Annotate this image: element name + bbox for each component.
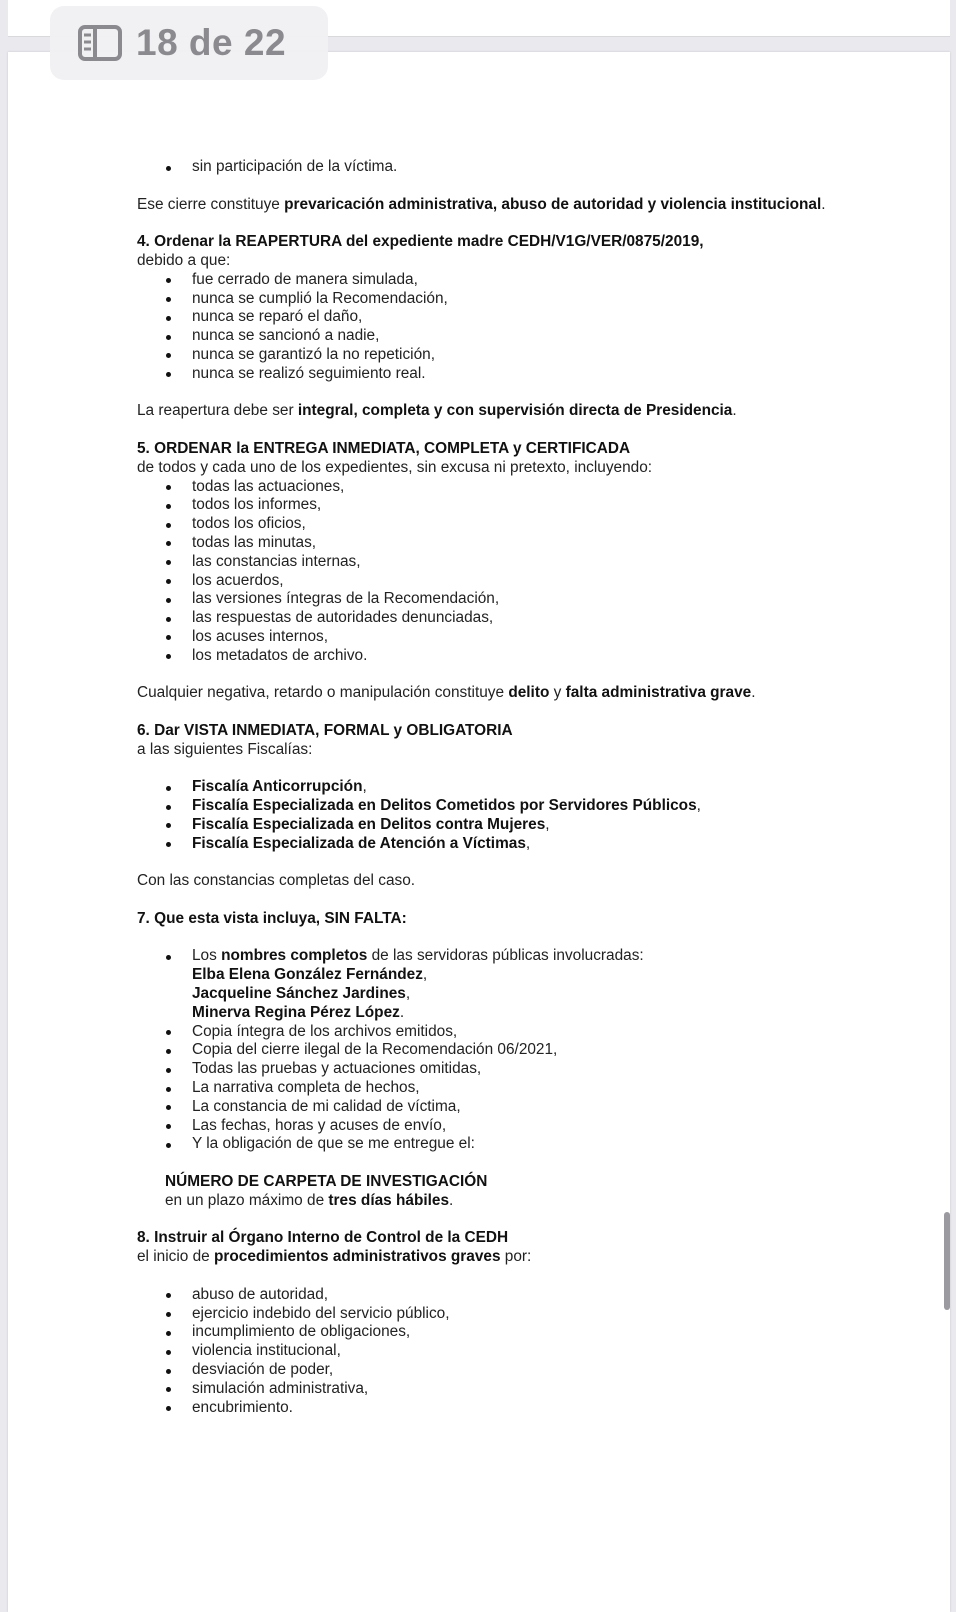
list-item: sin participación de la víctima. — [137, 158, 927, 177]
paragraph-cierre — [137, 196, 927, 215]
list-item: Las fechas, horas y acuses de envío, — [137, 1117, 927, 1136]
list-item: violencia institucional, — [137, 1342, 927, 1361]
section-6-list — [137, 778, 927, 853]
section-5-close — [137, 684, 927, 703]
text: . — [751, 684, 756, 702]
list-item: nunca se reparó el daño, — [137, 308, 927, 327]
text: en un plazo máximo de — [165, 1191, 329, 1209]
list-item: nunca se realizó seguimiento real. — [137, 365, 927, 384]
list-item: abuso de autoridad, — [137, 1286, 927, 1305]
section-6-close: Con las constancias completas del caso. — [137, 872, 416, 890]
section-4-sub: debido a que: — [137, 251, 231, 269]
name-line: Jacqueline Sánchez Jardines, — [192, 985, 411, 1003]
list-item: Fiscalía Especializada de Atención a Víctimas, — [137, 835, 927, 854]
heading: 6. Dar VISTA INMEDIATA, FORMAL y OBLIGATORIA — [137, 721, 513, 739]
prev-list — [137, 158, 927, 177]
name-line: Minerva Regina Pérez López. — [192, 1003, 405, 1021]
list-item: Y la obligación de que se me entregue el: — [137, 1135, 927, 1154]
name-line: Elba Elena González Fernández, — [192, 966, 428, 984]
heading: 5. ORDENAR la ENTREGA INMEDIATA, COMPLETA y CERTIFICADA — [137, 439, 631, 457]
section-8-title — [137, 1229, 927, 1248]
text: . — [821, 195, 826, 213]
text: Cualquier negativa, retardo o manipulación constituye — [137, 684, 509, 702]
list-item: los acuerdos, — [137, 572, 927, 591]
section-5-sub: de todos y cada uno de los expedientes, sin excusa ni pretexto, incluyendo: — [137, 458, 653, 476]
list-item: La constancia de mi calidad de víctima, — [137, 1098, 927, 1117]
text: y — [549, 684, 566, 702]
list-item: Fiscalía Especializada en Delitos contra Mujeres, — [137, 816, 927, 835]
page-counter: 18 de 22 — [136, 22, 287, 63]
list-item: los metadatos de archivo. — [137, 647, 927, 666]
section-4-title — [137, 233, 927, 252]
text: La reapertura debe ser — [137, 402, 298, 420]
text: por: — [500, 1248, 532, 1266]
list-item: Copia íntegra de los archivos emitidos, — [137, 1023, 927, 1042]
list-item: todos los informes, — [137, 496, 927, 515]
list-item: todas las actuaciones, — [137, 478, 927, 497]
section-7-title — [137, 910, 927, 929]
list-item: desviación de poder, — [137, 1361, 927, 1380]
text: . — [732, 402, 737, 420]
list-item: Fiscalía Anticorrupción, — [137, 778, 927, 797]
bold-text: falta administrativa grave — [565, 684, 752, 702]
list-item: nunca se sancionó a nadie, — [137, 327, 927, 346]
bold-text: NÚMERO DE CARPETA DE INVESTIGACIÓN — [165, 1173, 488, 1191]
section-4-close — [137, 402, 927, 421]
bold-text: tres días hábiles — [328, 1191, 450, 1209]
sidebar-icon[interactable] — [78, 25, 122, 61]
text: de las servidoras públicas involucradas: — [367, 947, 644, 965]
list-item: todos los oficios, — [137, 515, 927, 534]
section-5-list — [137, 478, 927, 666]
list-item: Fiscalía Especializada en Delitos Cometidos por Servidores Públicos, — [137, 797, 927, 816]
list-item: La narrativa completa de hechos, — [137, 1079, 927, 1098]
section-5-title — [137, 440, 927, 459]
section-8-sub — [137, 1248, 927, 1267]
carpeta-heading — [137, 1173, 927, 1192]
list-item: Copia del cierre ilegal de la Recomendación 06/2021, — [137, 1041, 927, 1060]
list-item: todas las minutas, — [137, 534, 927, 553]
text: Los — [192, 947, 222, 965]
list-item: ejercicio indebido del servicio público, — [137, 1305, 927, 1324]
list-item: las respuestas de autoridades denunciadas, — [137, 609, 927, 628]
heading: 7. Que esta vista incluya, SIN FALTA: — [137, 909, 407, 927]
list-item: los acuses internos, — [137, 628, 927, 647]
heading: 4. Ordenar la REAPERTURA del expediente madre CEDH/V1G/VER/0875/2019, — [137, 233, 704, 251]
list-item: incumplimiento de obligaciones, — [137, 1323, 927, 1342]
section-6-title — [137, 722, 927, 741]
text: . — [449, 1191, 454, 1209]
bold-text: procedimientos administrativos graves — [214, 1248, 501, 1266]
page-indicator[interactable] — [50, 6, 328, 80]
list-item — [137, 947, 927, 1022]
bold-text: Fiscalía Especializada en Delitos Cometidos por Servidores Públicos — [192, 797, 697, 815]
official-name: Minerva Regina Pérez López — [192, 1003, 400, 1021]
bold-text: Fiscalía Especializada en Delitos contra Mujeres — [192, 815, 546, 833]
section-4-list — [137, 271, 927, 384]
section-8-list — [137, 1286, 927, 1418]
vertical-scrollbar[interactable] — [944, 1212, 950, 1310]
list-item: simulación administrativa, — [137, 1380, 927, 1399]
section-6-sub: a las siguientes Fiscalías: — [137, 740, 313, 758]
list-item: nunca se garantizó la no repetición, — [137, 346, 927, 365]
list-item: Todas las pruebas y actuaciones omitidas, — [137, 1060, 927, 1079]
list-item: encubrimiento. — [137, 1399, 927, 1418]
list-item: las constancias internas, — [137, 553, 927, 572]
plazo-line — [137, 1192, 927, 1211]
bold-text: delito — [508, 684, 550, 702]
bold-text: integral, completa y con supervisión directa de Presidencia — [297, 402, 733, 420]
list-item: fue cerrado de manera simulada, — [137, 271, 927, 290]
list-item: las versiones íntegras de la Recomendación, — [137, 590, 927, 609]
bold-text: Fiscalía Anticorrupción — [192, 778, 363, 796]
text: Ese cierre constituye — [137, 195, 285, 213]
section-7-list — [137, 947, 927, 1154]
text: el inicio de — [137, 1248, 214, 1266]
heading: 8. Instruir al Órgano Interno de Control de la CEDH — [137, 1229, 509, 1247]
bold-text: nombres completos — [221, 947, 368, 965]
bold-text: prevaricación administrativa, abuso de autoridad y violencia institucional — [284, 195, 822, 213]
bold-text: Fiscalía Especializada de Atención a Víctimas — [192, 834, 526, 852]
official-name: Jacqueline Sánchez Jardines — [192, 985, 406, 1003]
list-item: nunca se cumplió la Recomendación, — [137, 290, 927, 309]
document-content — [137, 158, 927, 1417]
official-name: Elba Elena González Fernández — [192, 966, 423, 984]
